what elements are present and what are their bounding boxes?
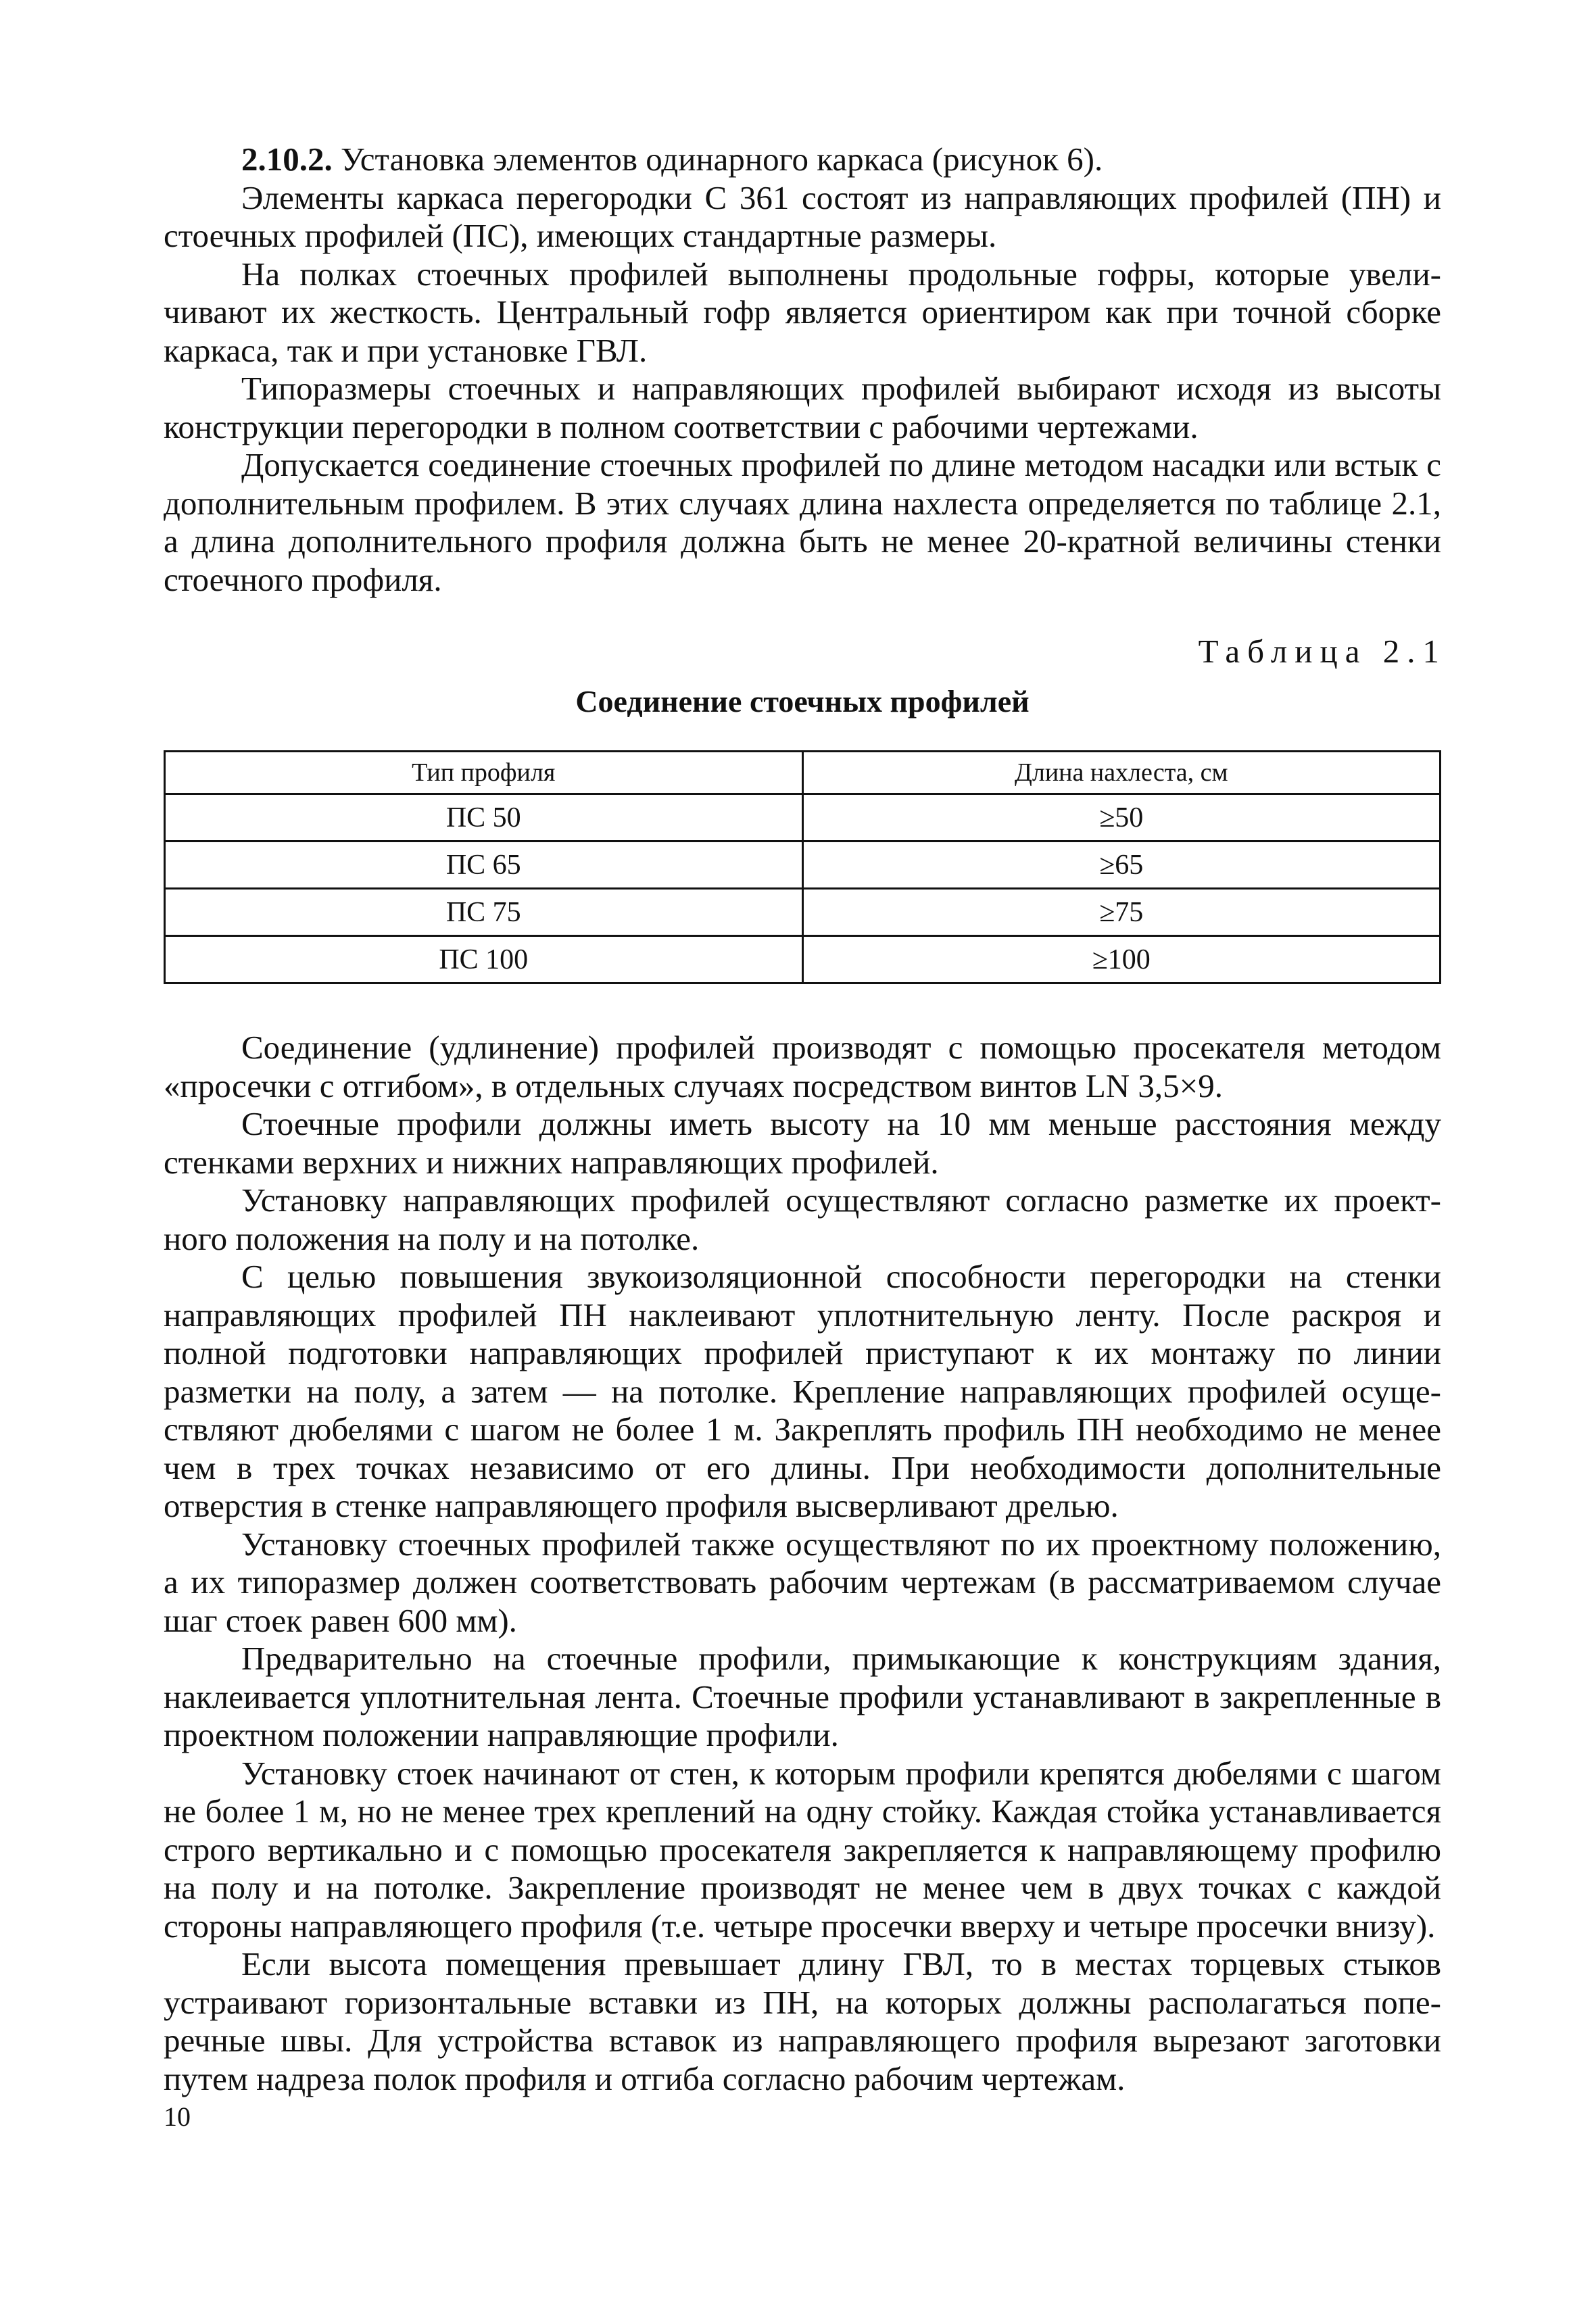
- section-title: Установка элементов одинарного каркаса (рисунок 6).: [332, 141, 1103, 178]
- table-label: Таблица 2.1: [1198, 633, 1447, 670]
- table-cell: ПС 100: [165, 936, 803, 983]
- paragraph: Предварительно на стоечные профили, примыкающие к конструкциям здания, наклеивается уплотнительная лента. Стоечные профили устанавливают в закрепленные в проектном положении направляющие профили.: [164, 1640, 1441, 1753]
- paragraph: Типоразмеры стоечных и направляющих профилей выбирают исходя из высоты конструкции перегородки в полном соответствии с рабочими чертежами.: [164, 370, 1441, 445]
- paragraph: Стоечные профили должны иметь высоту на 10 мм меньше расстояния между стенками верхних и нижних направляющих профилей.: [164, 1105, 1441, 1181]
- profiles-table: [164, 750, 1441, 984]
- column-header-profile-type: Тип профиля: [165, 752, 803, 794]
- table-cell: ≥75: [802, 889, 1441, 936]
- column-header-overlap-length: Длина нахлеста, см: [802, 752, 1441, 794]
- table-row: [165, 936, 1441, 983]
- paragraph: Установку стоек начинают от стен, к которым профили крепятся дюбелями с шагом не более 1 м, но не менее трех креплений на одну стойку. Каждая стойка устанавливается строго вертикально и с помощью просекателя закрепляется к направляющему профилю на полу и на потолке. Закрепление производят не менее чем в двух точках с каждой стороны направляющего профиля (т.е. четыре просечки вверху и четыре просечки внизу).: [164, 1754, 1441, 1945]
- table-row: [165, 794, 1441, 842]
- paragraph: Если высота помещения превышает длину ГВЛ, то в местах торцевых стыков устраивают горизонтальные вставки из ПН, на которых должны располагаться поперечные швы. Для устройства вставок из направляющего профиля вырезают заготовки путем надреза полок профиля и отгиба согласно рабочим чертежам.: [164, 1945, 1441, 2097]
- table-cell: ПС 65: [165, 842, 803, 889]
- paragraph: Соединение (удлинение) профилей производят с помощью просекателя методом «просечки с отгибом», в отдельных случаях посредством винтов LN 3,5×9.: [164, 1029, 1441, 1104]
- section-number: 2.10.2.: [241, 141, 333, 178]
- table-cell: ≥100: [802, 936, 1441, 983]
- table-cell: ≥50: [802, 794, 1441, 842]
- page-number: 10: [164, 2101, 191, 2132]
- document-page: [164, 141, 1447, 2098]
- paragraph: Элементы каркаса перегородки С 361 состоят из направляющих профилей (ПН) и стоечных профилей (ПС), имеющих стандартные размеры.: [164, 178, 1441, 254]
- table-row: [165, 889, 1441, 936]
- paragraph: Допускается соединение стоечных профилей по длине методом насадки или встык с дополнительным профилем. В этих случаях длина нахлеста определяется по таблице 2.1, а длина дополнительного профиля должна быть не менее 20-кратной величины стенки стоечного профиля.: [164, 446, 1441, 598]
- paragraph: С целью повышения звукоизоляционной способности перегородки на стенки направляющих профилей ПН наклеивают уплотнительную ленту. После раскроя и полной подготовки направляющих профилей приступают к их монтажу по линии разметки на полу, а затем — на потолке. Крепление направляющих профилей осуществляют дюбелями с шагом не более 1 м. Закреплять профиль ПН необходимо не менее чем в трех точках независимо от его длины. При необходимости дополнительные отверстия в стенке направляющего профиля высверливают дрелью.: [164, 1258, 1441, 1524]
- table-title: Соединение стоечных профилей: [575, 684, 1030, 718]
- paragraph: Установку стоечных профилей также осуществляют по их проектному положению, а их типоразмер должен соответствовать рабочим чертежам (в рассматриваемом случае шаг стоек равен 600 мм).: [164, 1525, 1441, 1639]
- body-text: [164, 1029, 1441, 2098]
- section-heading: [164, 141, 1441, 179]
- table-cell: ≥65: [802, 842, 1441, 889]
- paragraph: На полках стоечных профилей выполнены продольные гофры, которые увеличивают их жесткость. Центральный гофр является ориентиром как при точной сборке каркаса, так и при установке ГВЛ.: [164, 255, 1441, 369]
- paragraph: Установку направляющих профилей осуществляют согласно разметке их проектного положения на полу и на потолке.: [164, 1181, 1441, 1257]
- table-row: [165, 842, 1441, 889]
- table-cell: ПС 50: [165, 794, 803, 842]
- table-cell: ПС 75: [165, 889, 803, 936]
- table-header-row: [165, 752, 1441, 794]
